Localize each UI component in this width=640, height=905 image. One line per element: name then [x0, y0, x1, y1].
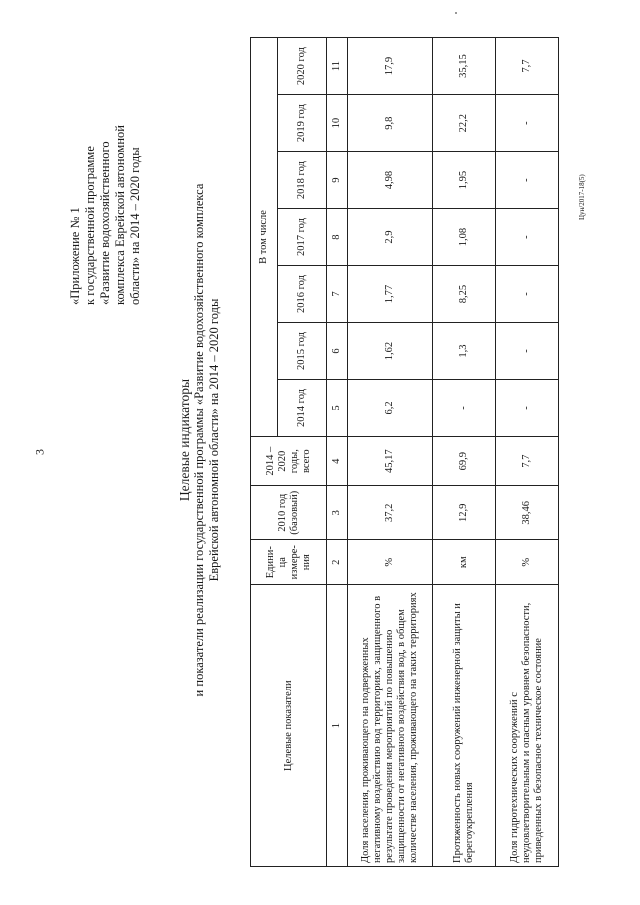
year-value: 1,62 [348, 323, 433, 380]
column-number: 4 [327, 436, 348, 485]
indicators-table [250, 37, 559, 867]
appendix-line: комплекса Еврейской автономной [113, 125, 127, 305]
year-value: 22,2 [433, 95, 496, 152]
title-line: и показатели реализации государственной программы «Развитие водохозяйственного комплекса [192, 183, 206, 697]
year-value: 8,25 [433, 266, 496, 323]
year-value: 9,8 [348, 95, 433, 152]
document-title [177, 145, 222, 735]
unit-cell: % [496, 540, 559, 585]
header-total: 2014 – 2020 годы, всего [251, 436, 327, 485]
base-value: 38,46 [496, 486, 559, 540]
title-main: Целевые индикаторы [177, 378, 192, 502]
page-number: 3 [32, 449, 47, 455]
year-value: - [496, 209, 559, 266]
total-value: 45,17 [348, 436, 433, 485]
column-number: 8 [327, 209, 348, 266]
header-year: 2017 год [278, 209, 327, 266]
header-year: 2014 год [278, 379, 327, 436]
year-value: 17,9 [348, 38, 433, 95]
unit-cell: % [348, 540, 433, 585]
year-value: 1,77 [348, 266, 433, 323]
document-code: Цун/2017-18(5) [578, 174, 586, 220]
base-value: 37,2 [348, 486, 433, 540]
indicator-name: Доля гидротехнических сооружений с неудовлетворительным и опасным уровнем безопасности, приведенных в безопасное техническое состояние [496, 585, 559, 867]
year-value: - [496, 95, 559, 152]
header-indicator: Целевые показатели [251, 585, 327, 867]
header-year: 2020 год [278, 38, 327, 95]
year-value: 4,98 [348, 152, 433, 209]
header-year: 2018 год [278, 152, 327, 209]
appendix-line: «Приложение № 1 [68, 207, 82, 305]
appendix-line: «Развитие водохозяйственного [98, 141, 112, 305]
indicator-name: Доля населения, проживающего на подверженных негативному воздействию вод территориях, защищенного в результате проведения мероприятий по повышению защищенности от негативного воздействия вод, в общем количестве населения, проживающего на таких территориях [348, 585, 433, 867]
column-number: 6 [327, 323, 348, 380]
year-value: 1,95 [433, 152, 496, 209]
year-value: 7,7 [496, 38, 559, 95]
year-value: 35,15 [433, 38, 496, 95]
title-line: Еврейской автономной области» на 2014 – 2020 годы [207, 298, 221, 582]
indicator-name: Протяженность новых сооружений инженерной защиты и берегоукрепления [433, 585, 496, 867]
column-number: 1 [327, 585, 348, 867]
base-value: 12,9 [433, 486, 496, 540]
column-number: 3 [327, 486, 348, 540]
column-number: 7 [327, 266, 348, 323]
year-value: - [433, 379, 496, 436]
header-year: 2015 год [278, 323, 327, 380]
year-value: 1,08 [433, 209, 496, 266]
column-number: 11 [327, 38, 348, 95]
header-year: 2019 год [278, 95, 327, 152]
appendix-line: к государственной программе [83, 146, 97, 305]
column-number: 9 [327, 152, 348, 209]
appendix-heading [68, 15, 143, 305]
header-including: В том числе [251, 38, 278, 437]
year-value: 2,9 [348, 209, 433, 266]
header-row [251, 38, 278, 867]
column-number: 5 [327, 379, 348, 436]
column-number: 2 [327, 540, 348, 585]
year-value: - [496, 266, 559, 323]
table-row [348, 38, 433, 867]
header-base-year: 2010 год (базовый) [251, 486, 327, 540]
header-year: 2016 год [278, 266, 327, 323]
table-row [433, 38, 496, 867]
year-value: 6,2 [348, 379, 433, 436]
total-value: 69,9 [433, 436, 496, 485]
unit-cell: км [433, 540, 496, 585]
year-value: - [496, 323, 559, 380]
year-value: 1,3 [433, 323, 496, 380]
year-value: - [496, 152, 559, 209]
column-number: 10 [327, 95, 348, 152]
total-value: 7,7 [496, 436, 559, 485]
appendix-line: области» на 2014 – 2020 годы [128, 147, 142, 305]
header-unit: Едини-ца измере-ния [251, 540, 327, 585]
column-number-row [327, 38, 348, 867]
table-row [496, 38, 559, 867]
year-value: - [496, 379, 559, 436]
